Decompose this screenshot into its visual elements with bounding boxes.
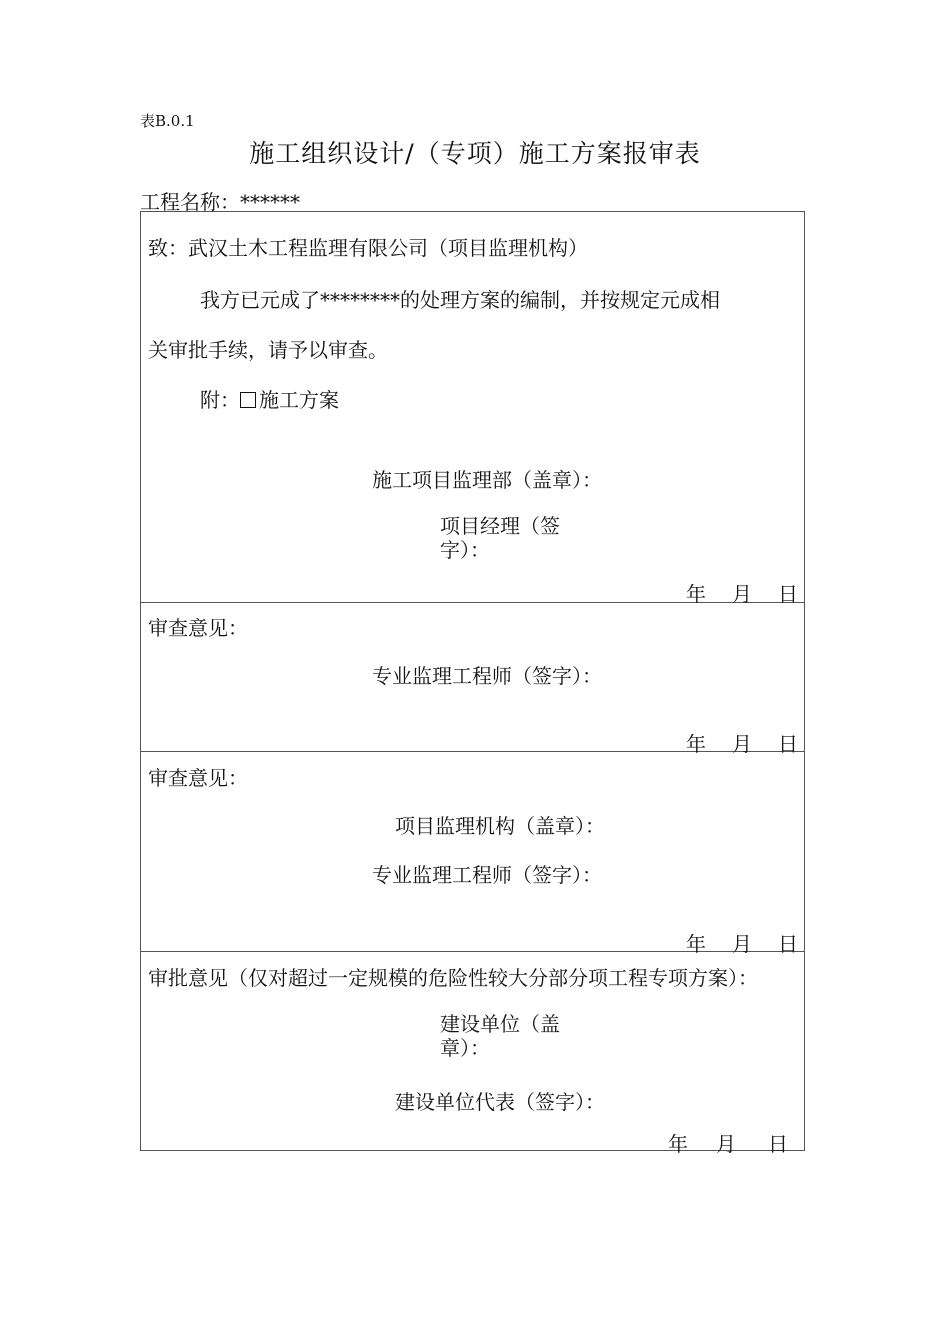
date-line	[686, 928, 798, 957]
engineer-sign-label: 专业监理工程师（签字）：	[372, 863, 602, 887]
manager-sign-label: 项目经理（签字）：	[440, 514, 560, 562]
stamp-label: 施工项目监理部（盖章）：	[372, 468, 602, 492]
date-month: 月	[716, 1132, 736, 1156]
representative-sign-label: 建设单位代表（签字）：	[395, 1090, 605, 1114]
date-day: 日	[778, 582, 798, 606]
body-text-line: 我方已元成了********的处理方案的编制，并按规定元成相	[200, 288, 720, 312]
date-month: 月	[732, 732, 752, 756]
review-opinion-label: 审查意见：	[148, 616, 248, 640]
date-line	[686, 578, 798, 607]
date-month: 月	[732, 932, 752, 956]
form-number: 表B.0.1	[140, 112, 195, 130]
date-day: 日	[768, 1132, 788, 1156]
engineer-sign-label: 专业监理工程师（签字）：	[372, 664, 602, 688]
attachment-checkbox[interactable]	[240, 392, 256, 408]
date-line	[686, 728, 798, 757]
date-year: 年	[686, 582, 706, 606]
date-year: 年	[668, 1132, 688, 1156]
date-year: 年	[686, 732, 706, 756]
org-stamp-label: 项目监理机构（盖章）：	[395, 814, 605, 838]
date-month: 月	[732, 582, 752, 606]
project-name-label: 工程名称：******	[140, 190, 300, 214]
attachment-label: 附：	[200, 388, 240, 412]
review-opinion-label: 审查意见：	[148, 766, 248, 790]
date-line	[668, 1128, 788, 1157]
date-year: 年	[686, 932, 706, 956]
attachment-row	[200, 384, 339, 413]
addressee: 致：武汉土木工程监理有限公司（项目监理机构）	[148, 236, 588, 260]
attachment-item: 施工方案	[259, 388, 339, 412]
page-title: 施工组织设计/（专项）施工方案报审表	[249, 139, 701, 168]
approval-opinion-label: 审批意见（仅对超过一定规模的危险性较大分部分项工程专项方案）：	[148, 966, 758, 990]
unit-stamp-label: 建设单位（盖章）：	[440, 1012, 560, 1060]
body-text-line: 关审批手续，请予以审查。	[148, 338, 388, 362]
date-day: 日	[778, 932, 798, 956]
date-day: 日	[778, 732, 798, 756]
